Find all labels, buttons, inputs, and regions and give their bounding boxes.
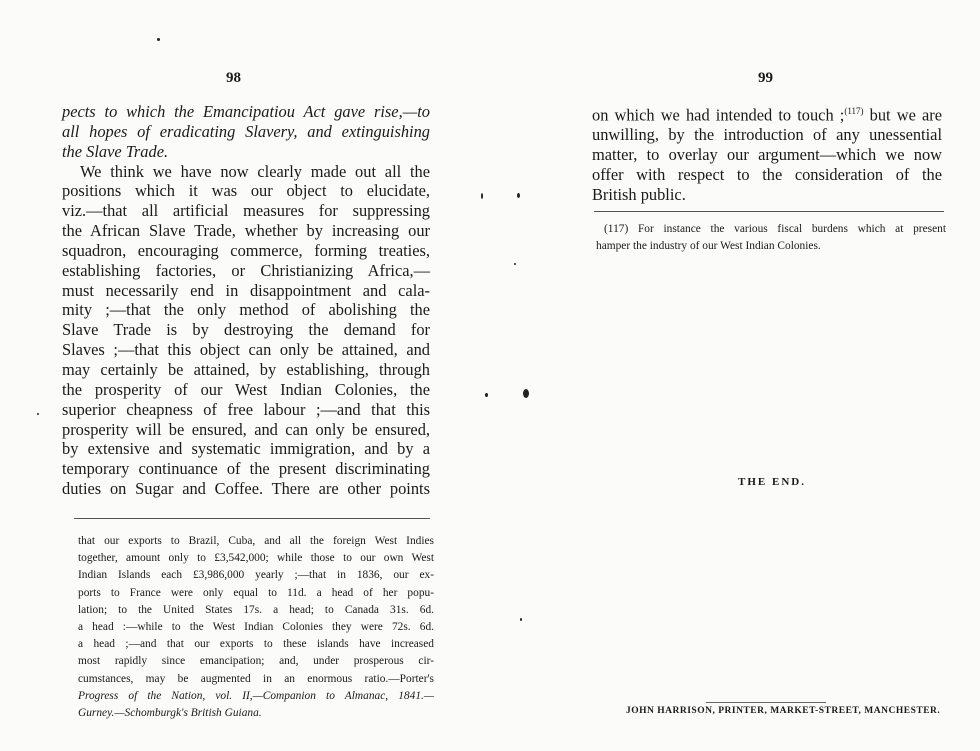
- body-text: [592, 102, 942, 205]
- footnote-line: together, amount only to £3,542,000; while those to our own West: [78, 552, 434, 565]
- ink-speck: [37, 413, 39, 415]
- footnote-line: a head :—while to the West Indian Colonies they were 72s. 6d.: [78, 621, 434, 634]
- footnote-line: hamper the industry of our West Indian Colonies.: [596, 239, 821, 252]
- printer-divider: [706, 702, 826, 703]
- text-line: Slaves ;—that this object can only be attained, and: [62, 340, 430, 360]
- footnote-line: Progress of the Nation, vol. II,—Companion to Almanac, 1841.—: [78, 689, 434, 702]
- footnote-line: Gurney.—Schomburgk's British Guiana.: [78, 707, 262, 720]
- text-line: pects to which the Emancipatiou Act gave rise,—to: [62, 102, 430, 121]
- text-line: mity ;—that the only method of abolishing the: [62, 300, 430, 320]
- text-fragment: but we are: [863, 105, 942, 125]
- footnote: [78, 533, 434, 722]
- text-line: superior cheapness of free labour ;—and that this: [62, 399, 430, 419]
- text-line: duties on Sugar and Coffee. There are other points: [62, 479, 430, 499]
- footnote-line: (117) For instance the various fiscal burdens which at present: [604, 223, 946, 235]
- text-fragment: on which we had intended to touch ;: [592, 105, 845, 125]
- text-line: prosperity will be ensured, and can only be ensured,: [62, 419, 430, 439]
- page-number: 99: [758, 70, 773, 86]
- text-line: may certainly be attained, by establishing, through: [62, 359, 430, 379]
- text-line: Slave Trade is by destroying the demand for: [62, 320, 430, 340]
- text-line: matter, to overlay our argument—which we now: [592, 145, 942, 165]
- the-end-label: THE END.: [738, 476, 806, 488]
- text-line: temporary continuance of the present discriminating: [62, 459, 430, 479]
- body-text: [62, 102, 430, 499]
- ink-speck: [520, 618, 522, 621]
- ink-speck: [481, 193, 483, 199]
- ink-speck: [485, 393, 488, 397]
- footnote-line: Indian Islands each £3,986,000 yearly ;—that in 1836, our ex-: [78, 569, 434, 582]
- text-line: by extensive and systematic immigration, and by a: [62, 439, 430, 459]
- printer-imprint: JOHN HARRISON, PRINTER, MARKET-STREET, MANCHESTER.: [626, 706, 941, 716]
- text-line: offer with respect to the consideration of the: [592, 165, 942, 184]
- text-line: establishing factories, or Christianizing Africa,—: [62, 260, 430, 280]
- footnote: [596, 221, 946, 254]
- footnote-line: a head ;—and that our exports to these islands have increased: [78, 638, 434, 651]
- text-line: the African Slave Trade, whether by increasing our: [62, 221, 430, 241]
- ink-speck: [157, 38, 160, 41]
- footnote-divider: [594, 211, 944, 212]
- text-line: the prosperity of our West Indian Colonies, the: [62, 379, 430, 399]
- footnote-line: most rapidly since emancipation; and, under prosperous cir-: [78, 655, 434, 668]
- page-number: 98: [226, 70, 241, 86]
- text-line: all hopes of eradicating Slavery, and extinguishing: [62, 121, 430, 141]
- footnote-line: lation; to the United States 17s. a head; to Canada 31s. 6d.: [78, 603, 434, 616]
- footnote-line: ports to France were only equal to 11d. a head of her popu-: [78, 586, 434, 599]
- text-line: must necessarily end in disappointment and cala-: [62, 280, 430, 300]
- text-line: British public.: [592, 184, 686, 204]
- text-line: viz.—that all artificial measures for suppressing: [62, 201, 430, 221]
- ink-speck: [523, 389, 529, 398]
- ink-speck: [517, 193, 520, 198]
- text-line: positions which it was our object to elucidate,: [62, 181, 430, 201]
- text-line: We think we have now clearly made out all the: [80, 161, 430, 181]
- ink-speck: [514, 263, 516, 265]
- footnote-line: that our exports to Brazil, Cuba, and all the foreign West Indies: [78, 535, 434, 547]
- footnote-line: cumstances, may be augmented in an enormous ratio.—Porter's: [78, 672, 434, 685]
- text-line: the Slave Trade.: [62, 141, 169, 161]
- right-page: [490, 0, 980, 751]
- text-line: squadron, encouraging commerce, forming treaties,: [62, 240, 430, 260]
- text-line: [592, 102, 942, 125]
- footnote-reference: (117): [844, 106, 864, 116]
- text-line: unwilling, by the introduction of any unessential: [592, 125, 942, 145]
- footnote-divider: [74, 518, 430, 519]
